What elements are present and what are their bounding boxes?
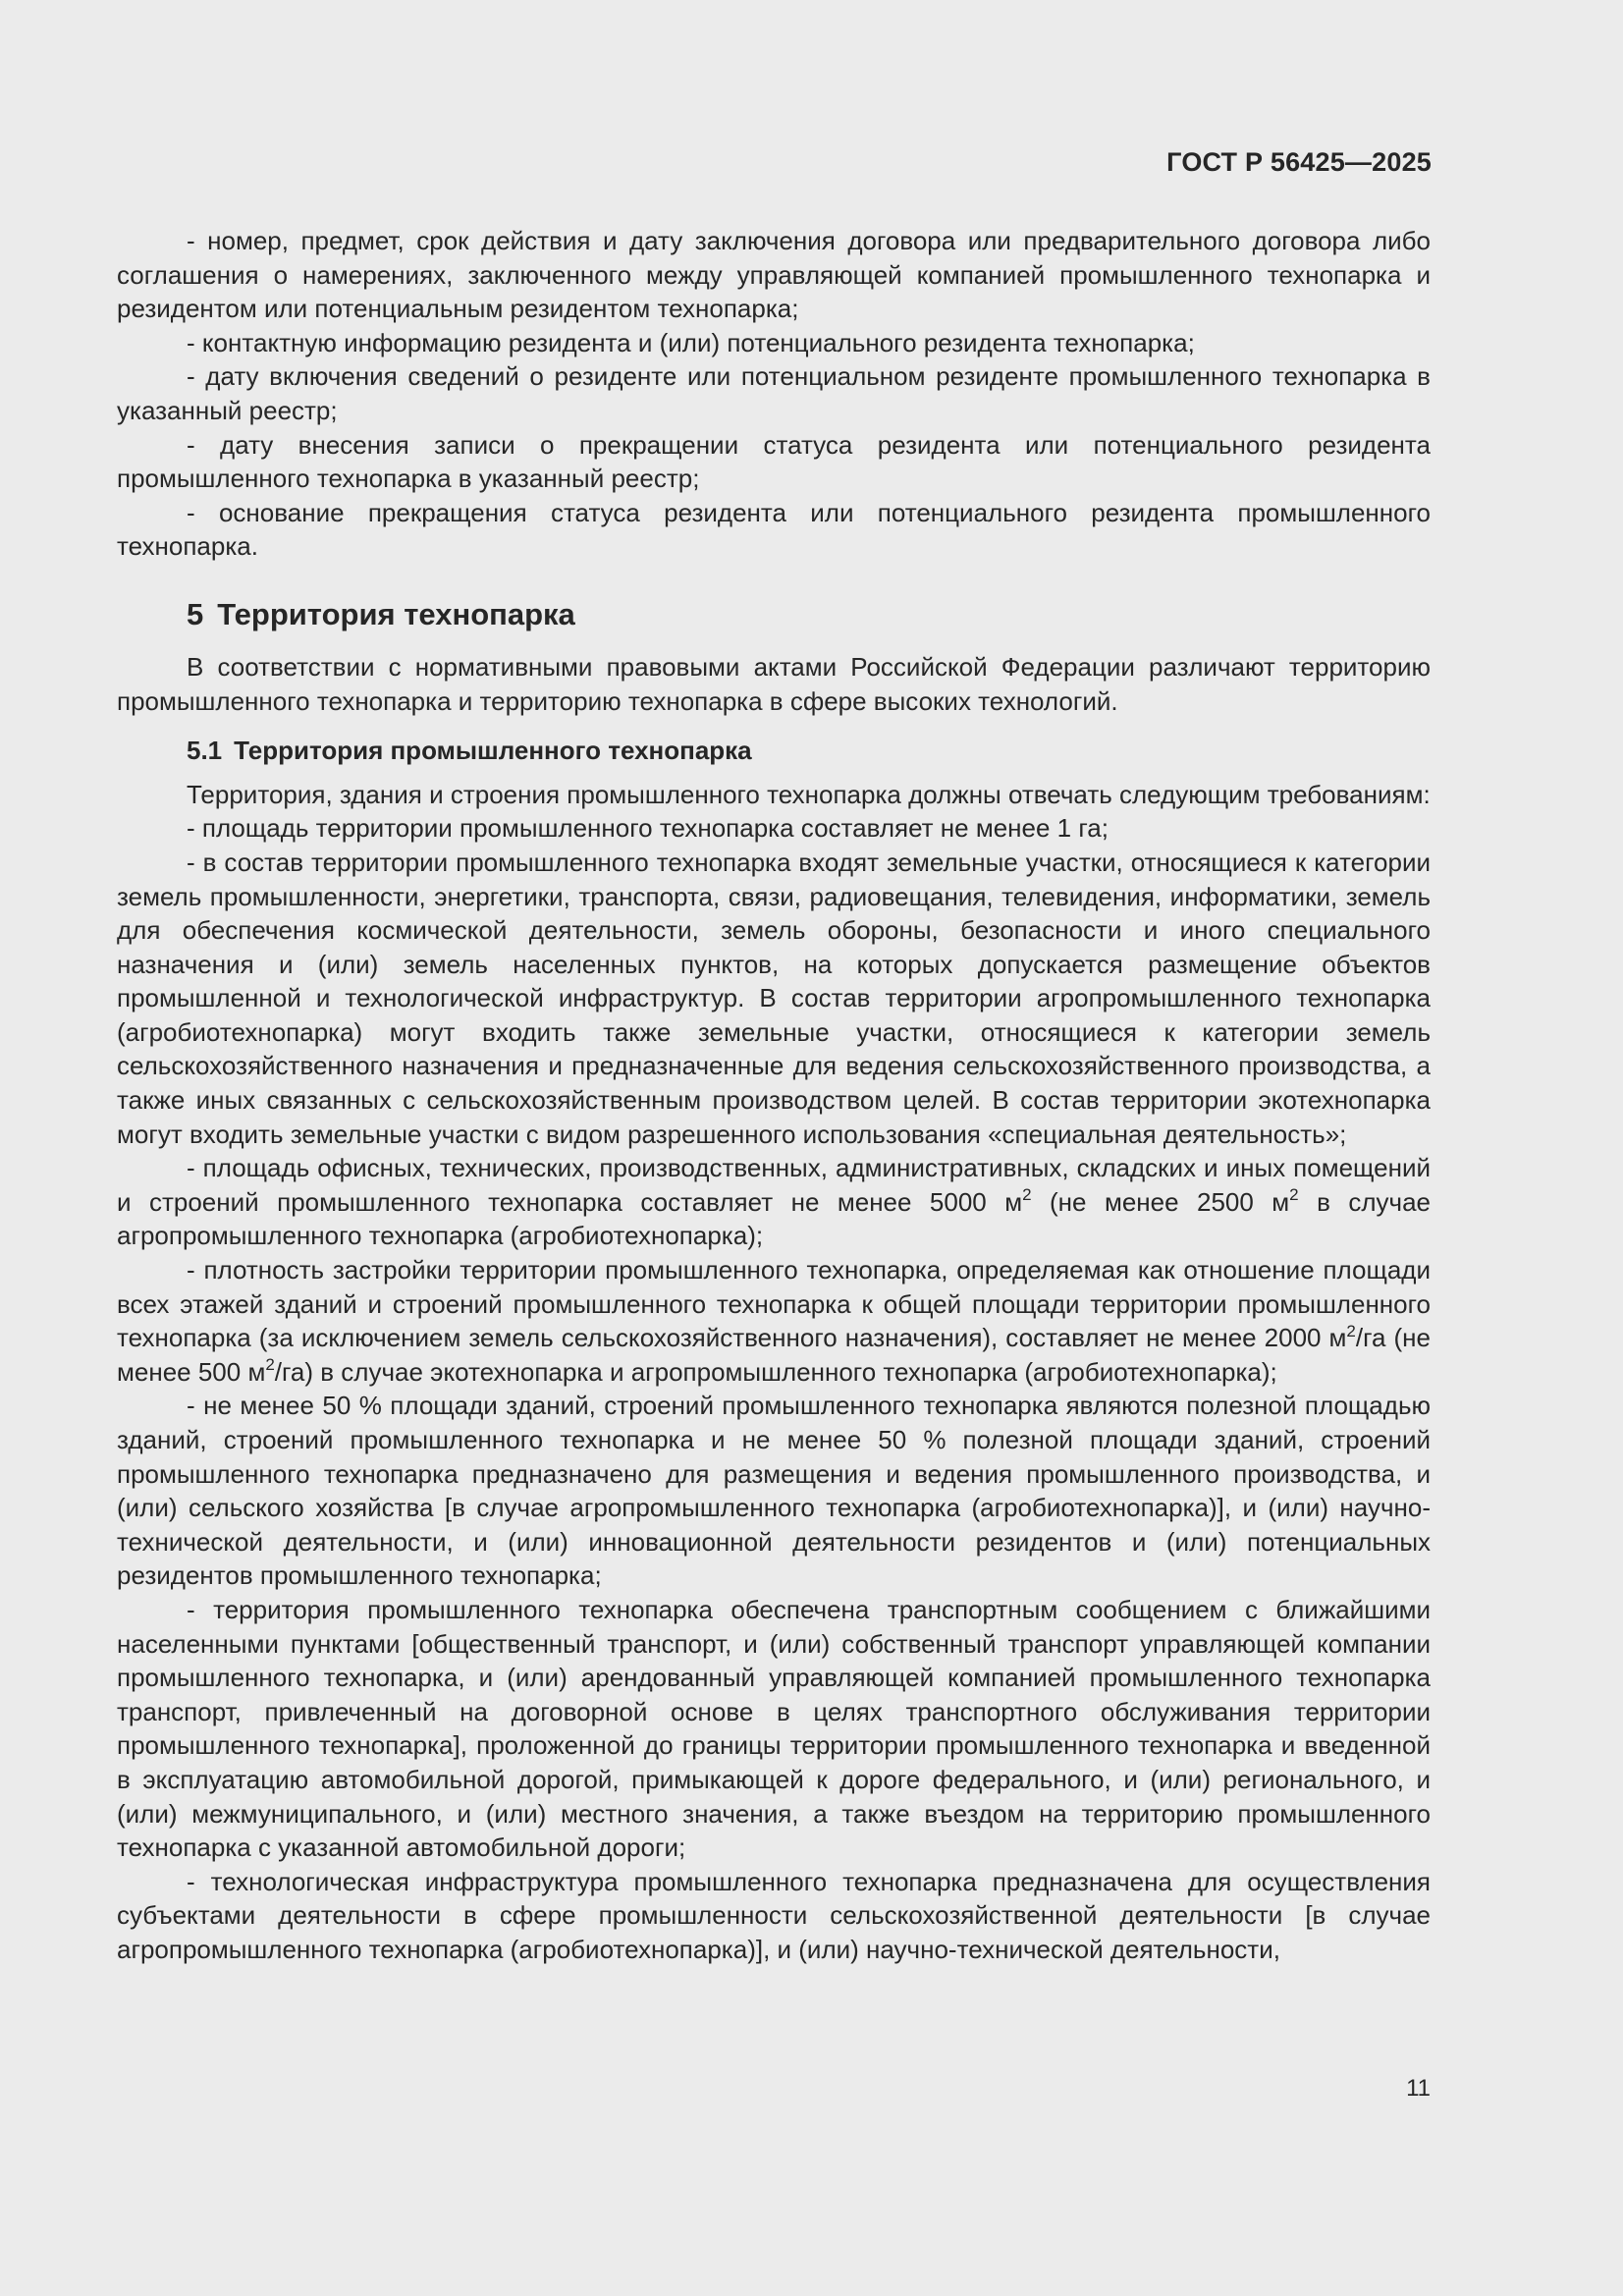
- superscript: 2: [1022, 1185, 1032, 1205]
- superscript: 2: [265, 1355, 275, 1375]
- document-header: ГОСТ Р 56425—2025: [1166, 147, 1432, 177]
- section-heading: [187, 593, 1431, 636]
- section-number: 5: [187, 596, 204, 631]
- list-item: [117, 1151, 1431, 1253]
- section-title: Территория технопарка: [217, 596, 575, 631]
- text-segment: в случае агропромышленного технопарка (агробиотехнопарка);: [117, 1186, 1431, 1251]
- list-item: - номер, предмет, срок действия и дату заключения договора или предварительного договора либо соглашения о намерениях, заключенного между управляющей компанией промышленного технопарка и резидентом или потенциальным резидентом технопарка;: [117, 226, 1431, 324]
- list-item: [117, 1253, 1431, 1389]
- list-item: - технологическая инфраструктура промышленного технопарка предназначена для осуществления субъектами деятельности в сфере промышленности сельскохозяйственной деятельности [в случае агропромышленного технопарка (агробиотехнопарка)], и (или) научно-технической деятельности,: [117, 1866, 1431, 1964]
- superscript: 2: [1289, 1185, 1299, 1205]
- text-segment: - площадь офисных, технических, производственных, административных, складских и иных помещений и строений промышленного технопарка составляет не менее 5000 м: [117, 1153, 1431, 1217]
- list-item: - дату внесения записи о прекращении статуса резидента или потенциального резидента промышленного технопарка в указанный реестр;: [117, 429, 1431, 494]
- subsection-heading: [187, 734, 1431, 768]
- list-item: - площадь территории промышленного технопарка составляет не менее 1 га;: [187, 813, 1109, 844]
- paragraph: Территория, здания и строения промышленного технопарка должны отвечать следующим требованиям:: [187, 779, 1431, 809]
- document-body: [117, 224, 1431, 1967]
- list-item: - не менее 50 % площади зданий, строений промышленного технопарка являются полезной площадью зданий, строений промышленного технопарка и не менее 50 % полезной площади зданий, строений промышленного технопарка предназначено для размещения и ведения промышленного производства, и (или) сельского хозяйства [в случае агропромышленного технопарка (агробиотехнопарка)], и (или) научно-технической деятельности, и (или) инновационной деятельности резидентов и (или) потенциальных резидентов промышленного технопарка;: [117, 1391, 1431, 1591]
- text-segment: /га) в случае экотехнопарка и агропромышленного технопарка (агробиотехнопарка);: [274, 1356, 1277, 1387]
- list-item: - дату включения сведений о резиденте или потенциальном резиденте промышленного технопарка в указанный реестр;: [117, 361, 1431, 425]
- subsection-title: Территория промышленного технопарка: [234, 736, 752, 766]
- subsection-number: 5.1: [187, 736, 223, 766]
- text-segment: /га (не менее 500 м: [117, 1323, 1432, 1387]
- superscript: 2: [1346, 1321, 1356, 1340]
- text-segment: - плотность застройки территории промышленного технопарка, определяемая как отношение площади всех этажей зданий и строений промышленного технопарка к общей площади территории промышленного технопарка (за исключением земель сельскохозяйственного назначения), составляет не менее 2000 м: [117, 1255, 1431, 1353]
- list-item: - контактную информацию резидента и (или) потенциального резидента технопарка;: [187, 327, 1195, 357]
- list-item: - основание прекращения статуса резидента или потенциального резидента промышленного технопарка.: [117, 497, 1431, 562]
- section-intro-paragraph: В соответствии с нормативными правовыми актами Российской Федерации различают территорию промышленного технопарка и территорию технопарка в сфере высоких технологий.: [117, 651, 1431, 716]
- list-item: - территория промышленного технопарка обеспечена транспортным сообщением с ближайшими населенными пунктами [общественный транспорт, и (или) собственный транспорт управляющей компании промышленного технопарка, и (или) арендованный управляющей компанией промышленного технопарка транспорт, привлеченный на договорной основе в целях транспортного обслуживания территории промышленного технопарка], проложенной до границы территории промышленного технопарка и введенной в эксплуатацию автомобильной дорогой, примыкающей к дороге федерального, и (или) регионального, и (или) межмуниципального, и (или) местного значения, а также въездом на территорию промышленного технопарка с указанной автомобильной дороги;: [117, 1594, 1431, 1863]
- list-item: - в состав территории промышленного технопарка входят земельные участки, относящиеся к категории земель промышленности, энергетики, транспорта, связи, радиовещания, телевидения, информатики, земель для обеспечения космической деятельности, земель обороны, безопасности и иного специального назначения и (или) земель населенных пунктов, на которых допускается размещение объектов промышленной и технологической инфраструктур. В состав территории агропромышленного технопарка (агробиотехнопарка) могут входить также земельные участки, относящиеся к категории земель сельскохозяйственного назначения и предназначенные для ведения сельскохозяйственного производства, а также иных связанных с сельскохозяйственным производством целей. В состав территории экотехнопарка могут входить земельные участки с видом разрешенного использования «специальная деятельность»;: [117, 847, 1431, 1149]
- page-number: 11: [1406, 2075, 1431, 2102]
- text-segment: (не менее 2500 м: [1031, 1186, 1290, 1217]
